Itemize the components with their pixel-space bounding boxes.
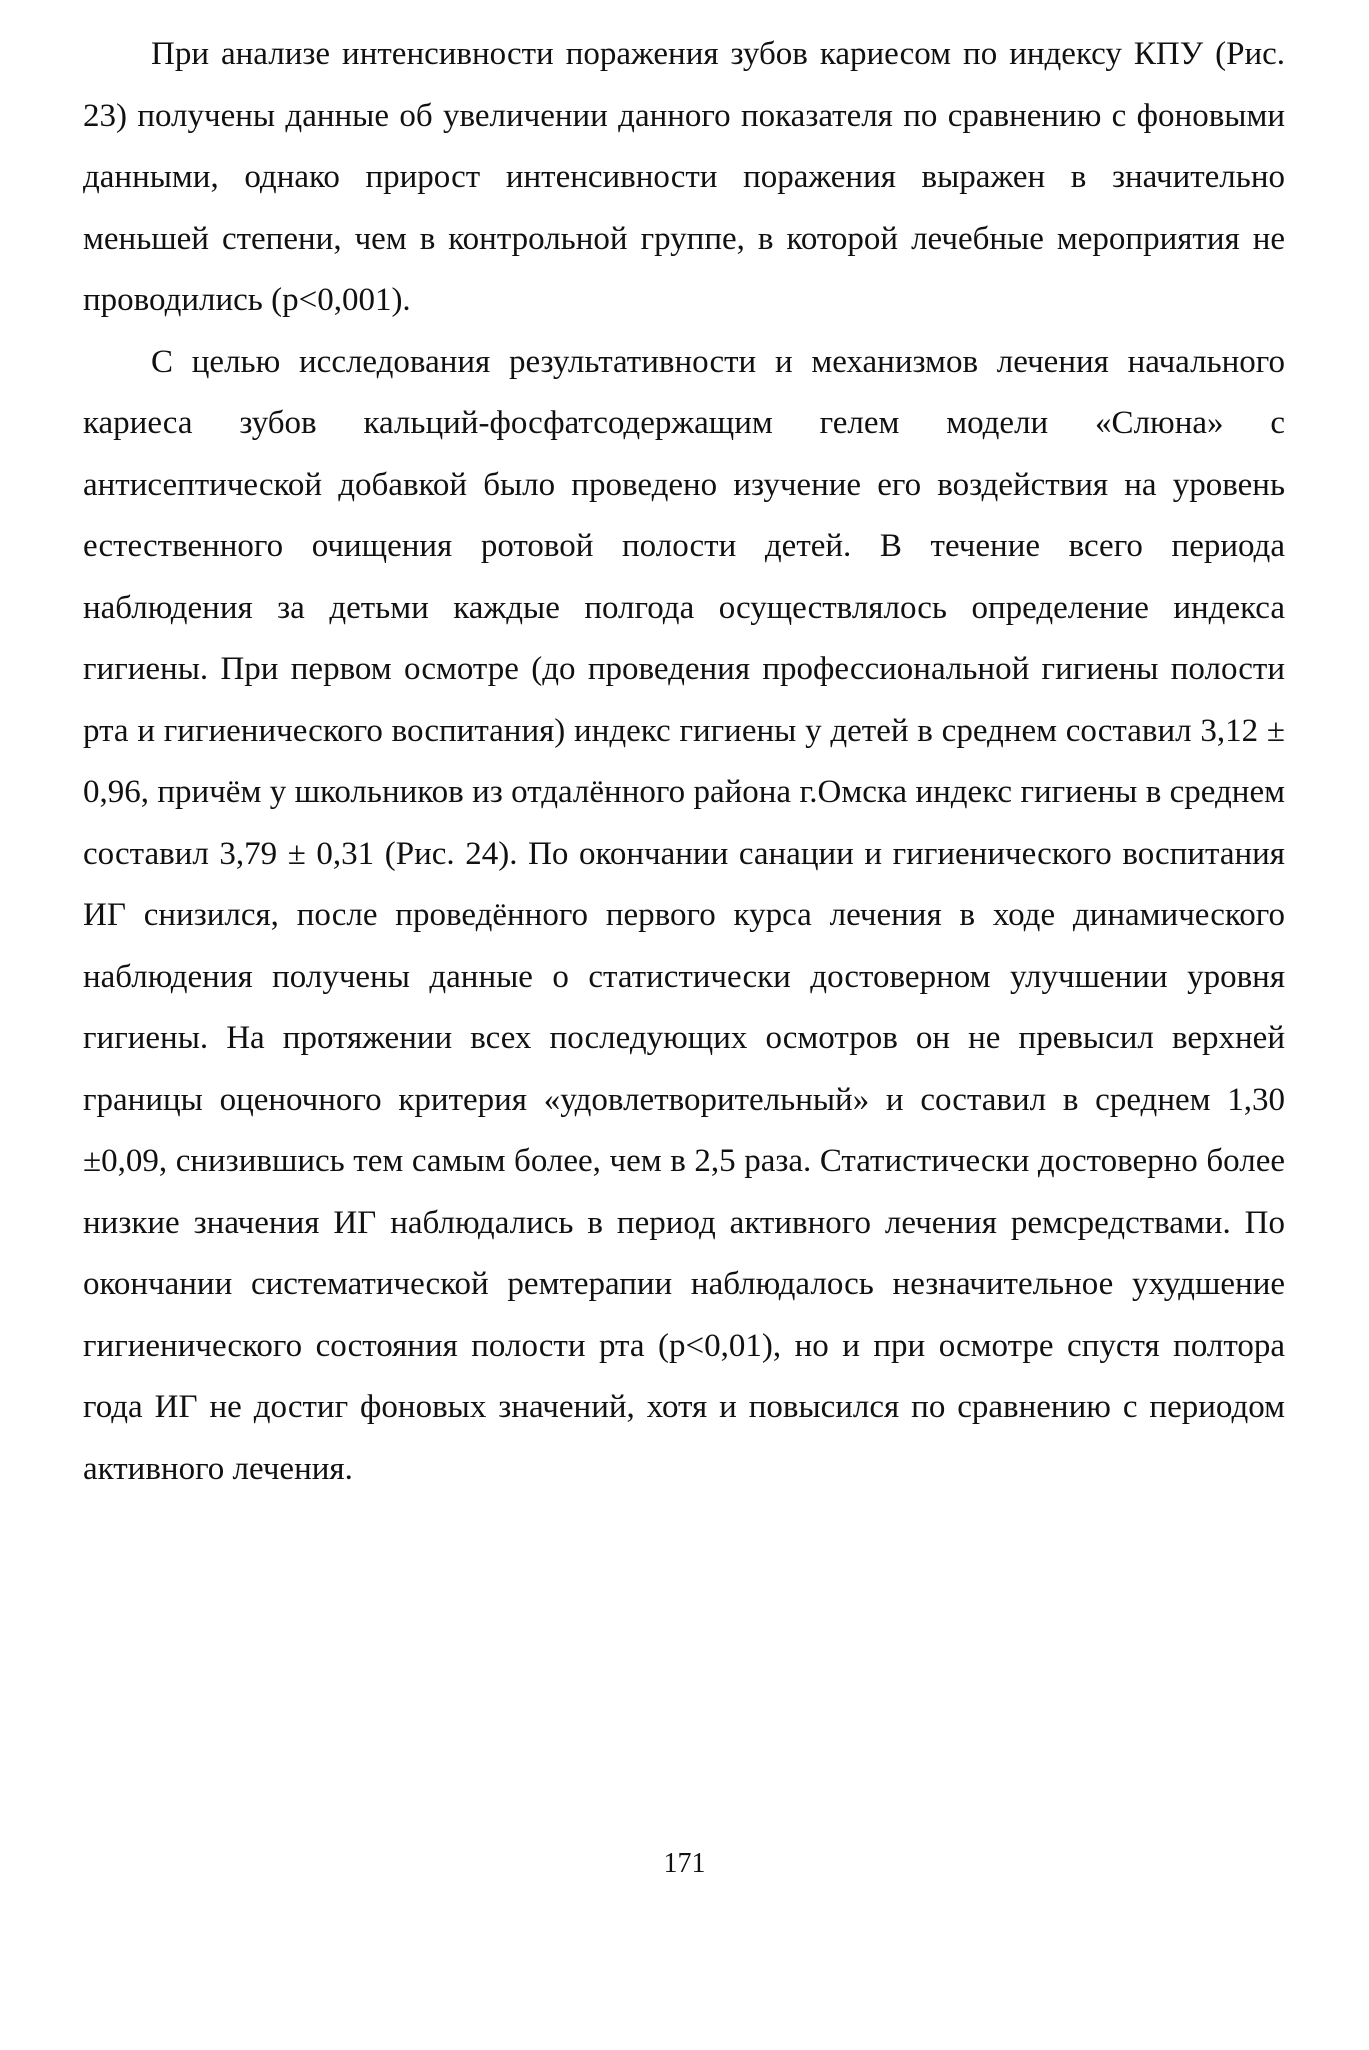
paragraph-hygiene-study: С целью исследования результативности и механизмов лечения начального кариеса зубов кальций-фосфатсодержащим гелем модели «Слюна» с антисептической добавкой было проведено изучение его воздействия на уровень естественного очищения ротовой полости детей. В течение всего периода наблюдения за детьми каждые полгода осуществлялось определение индекса гигиены. При первом осмотре (до проведения профессиональной гигиены полости рта и гигиенического воспитания) индекс гигиены у детей в среднем составил 3,12 ± 0,96, причём у школьников из отдалённого района г.Омска индекс гигиены в среднем составил 3,79 ± 0,31 (Рис. 24). По окончании санации и гигиенического воспитания ИГ снизился, после проведённого первого курса лечения в ходе динамического наблюдения получены данные о статистически достоверном улучшении уровня гигиены. На протяжении всех последующих осмотров он не превысил верхней границы оценочного критерия «удовлетворительный» и составил в среднем 1,30 ±0,09, снизившись тем самым более, чем в 2,5 раза. Статистически достоверно более низкие значения ИГ наблюдались в период активного лечения ремсредствами. По окончании систематической ремтерапии наблюдалось незначительное ухудшение гигиенического состояния полости рта (р<0,01), но и при осмотре спустя полтора года ИГ не достиг фоновых значений, хотя и повысился по сравнению с периодом активного лечения. [83, 343, 1285, 1487]
body-text [83, 24, 1285, 1500]
paragraph-kpu-analysis: При анализе интенсивности поражения зубов кариесом по индексу КПУ (Рис. 23) получены данные об увеличении данного показателя по сравнению с фоновыми данными, однако прирост интенсивности поражения выражен в значительно меньшей степени, чем в контрольной группе, в которой лечебные мероприятия не проводились (р<0,001). [83, 36, 1285, 318]
page-number: 171 [663, 1848, 706, 1879]
